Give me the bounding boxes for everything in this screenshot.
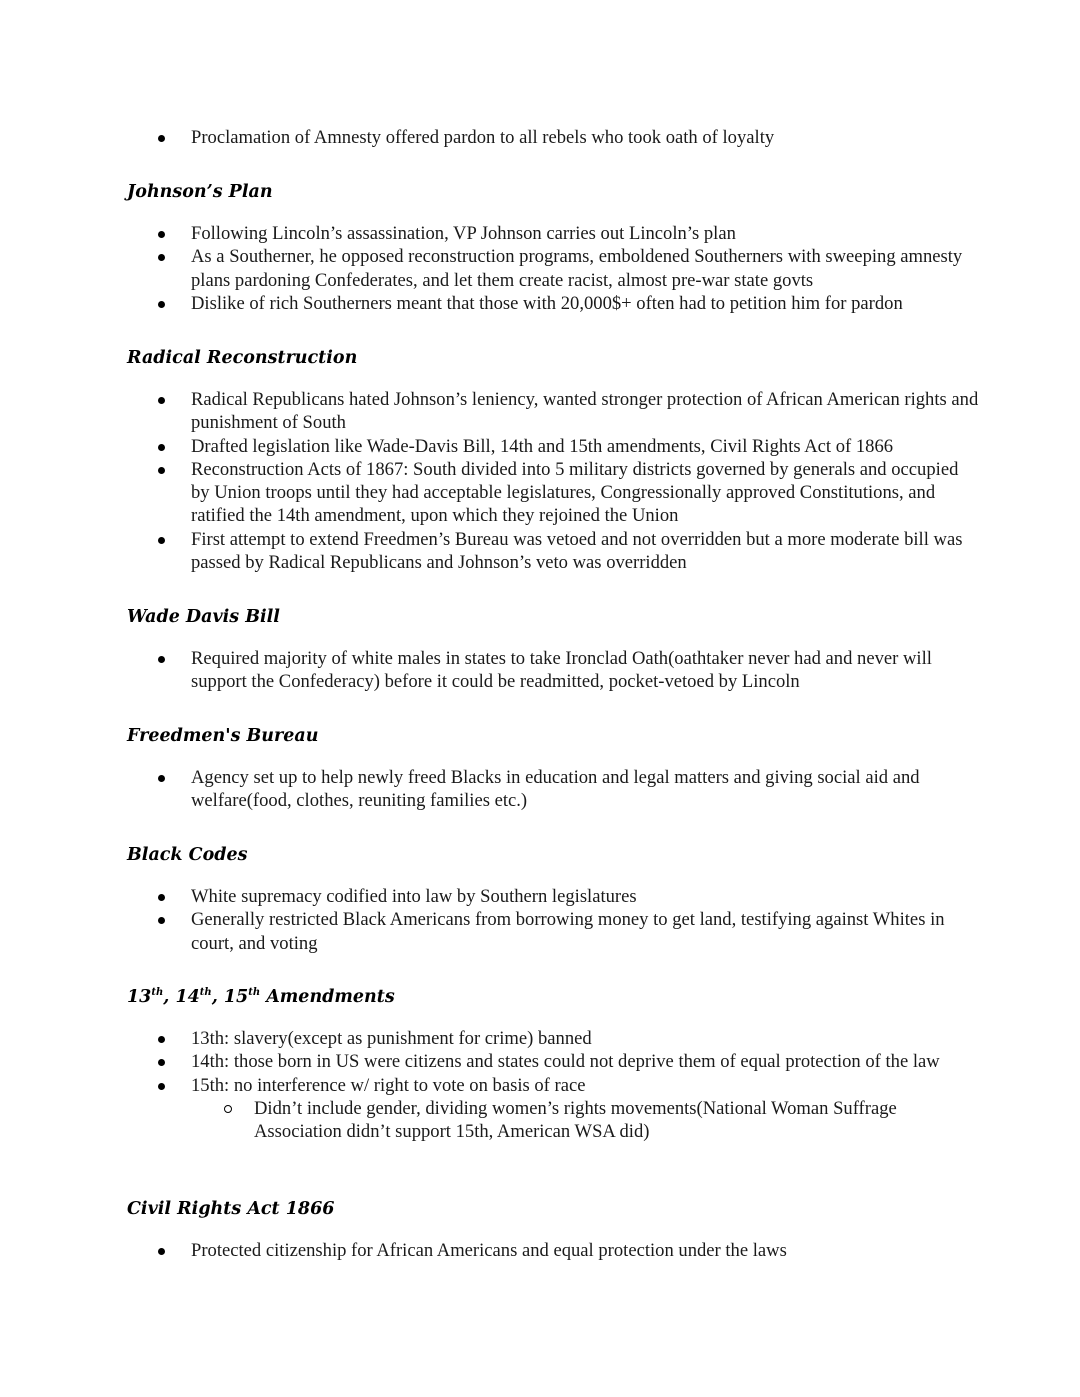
bullet-icon [158,397,165,404]
section-heading-radical-reconstruction: Radical Reconstruction [127,348,358,368]
civil-rights-act-list [0,1239,1080,1262]
wade-davis-bill-list [0,647,1080,694]
list-item: White supremacy codified into law by Southern legislatures [0,885,1080,908]
sub-list-item: Didn’t include gender, dividing women’s rights movements(National Woman Suffrage Association didn’t support 15th, American WSA did) [191,1097,980,1144]
bullet-icon [158,467,165,474]
bullet-icon [158,537,165,544]
list-item: Protected citizenship for African Americans and equal protection under the laws [0,1239,1080,1262]
list-item: Radical Republicans hated Johnson’s leniency, wanted stronger protection of African American rights and punishment of South [0,388,1080,435]
list-item: Proclamation of Amnesty offered pardon to all rebels who took oath of loyalty [0,126,1080,149]
bullet-icon [158,1036,165,1043]
section-heading-johnsons-plan: Johnson’s Plan [127,182,273,202]
amendments-list [0,1027,1080,1143]
bullet-icon [158,135,165,142]
amendments-sublist [191,1097,980,1144]
section-heading-wade-davis-bill: Wade Davis Bill [127,607,280,627]
section-heading-amendments: 13th, 14th, 15th Amendments [127,987,395,1007]
bullet-icon [158,775,165,782]
bullet-icon [158,301,165,308]
bullet-icon [158,444,165,451]
black-codes-list [0,885,1080,955]
bullet-icon [158,656,165,663]
intro-list [0,126,1080,149]
list-item: 13th: slavery(except as punishment for crime) banned [0,1027,1080,1050]
list-item: Drafted legislation like Wade-Davis Bill, 14th and 15th amendments, Civil Rights Act of 1866 [0,435,1080,458]
bullet-icon [158,1059,165,1066]
list-item: Agency set up to help newly freed Blacks in education and legal matters and giving social aid and welfare(food, clothes, reuniting families etc.) [0,766,1080,813]
list-item: Generally restricted Black Americans from borrowing money to get land, testifying against Whites in court, and voting [0,908,1080,955]
list-item: 15th: no interference w/ right to vote on basis of race Didn’t include gender, dividing women’s rights movements(National Woman Suffrage Association didn’t support 15th, American WSA did) [0,1074,1080,1144]
list-item: As a Southerner, he opposed reconstruction programs, emboldened Southerners with sweeping amnesty plans pardoning Confederates, and let them create racist, almost pre-war state govts [0,245,1080,292]
list-item: Reconstruction Acts of 1867: South divided into 5 military districts governed by generals and occupied by Union troops until they had acceptable legislatures, Congressionally approved Constitutions, and ratified the 14th amendment, upon which they rejoined the Union [0,458,1080,528]
list-item: Dislike of rich Southerners meant that those with 20,000$+ often had to petition him for pardon [0,292,1080,315]
bullet-icon [158,917,165,924]
bullet-icon [158,231,165,238]
johnsons-plan-list [0,222,1080,315]
section-heading-black-codes: Black Codes [127,845,248,865]
hollow-bullet-icon [224,1105,232,1113]
freedmens-bureau-list [0,766,1080,813]
section-heading-civil-rights-act: Civil Rights Act 1866 [127,1199,335,1219]
radical-reconstruction-list [0,388,1080,574]
list-item: First attempt to extend Freedmen’s Bureau was vetoed and not overridden but a more moderate bill was passed by Radical Republicans and Johnson’s veto was overridden [0,528,1080,575]
section-heading-freedmens-bureau: Freedmen's Bureau [127,726,319,746]
bullet-icon [158,1083,165,1090]
list-item: Following Lincoln’s assassination, VP Johnson carries out Lincoln’s plan [0,222,1080,245]
list-item: 14th: those born in US were citizens and states could not deprive them of equal protection of the law [0,1050,1080,1073]
list-item: Required majority of white males in states to take Ironclad Oath(oathtaker never had and never will support the Confederacy) before it could be readmitted, pocket-vetoed by Lincoln [0,647,1080,694]
bullet-icon [158,254,165,261]
bullet-icon [158,894,165,901]
bullet-icon [158,1248,165,1255]
